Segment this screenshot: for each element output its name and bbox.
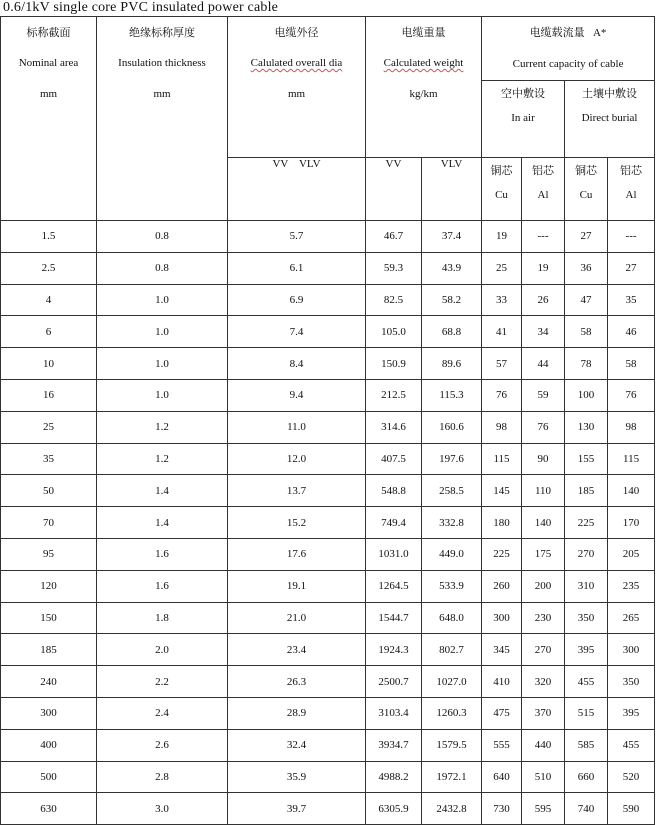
table-cell: 240 [1,666,97,698]
table-row [1,697,655,729]
table-cell: 258.5 [422,475,482,507]
table-cell: 46 [608,316,655,348]
table-row [1,379,655,411]
header-en: Current capacity of cable [512,58,624,70]
table-cell: 0.8 [97,221,228,253]
table-cell: 2500.7 [366,666,422,698]
table-cell: 2.6 [97,729,228,761]
diameter-header [228,17,366,158]
header-zh: 铜芯 [575,164,598,177]
table-cell: 1.8 [97,602,228,634]
table-row [1,729,655,761]
table-cell: 25 [482,252,522,284]
table-cell: 19 [482,221,522,253]
table-cell: 8.4 [228,348,366,380]
table-cell: 76 [608,379,655,411]
header-en: Direct burial [581,112,638,124]
table-cell: 395 [608,697,655,729]
table-cell: 27 [608,252,655,284]
table-cell: 2.5 [1,252,97,284]
header-en: Insulation thickness [118,57,206,69]
table-row [1,252,655,284]
table-cell: 395 [565,634,608,666]
table-cell: 1.6 [97,570,228,602]
table-cell: 0.8 [97,252,228,284]
cable-spec-table [0,16,655,825]
header-en: Cu [495,189,508,201]
table-cell: 1579.5 [422,729,482,761]
table-cell: 120 [1,570,97,602]
table-cell: 515 [565,697,608,729]
header-zh: 铝芯 [532,164,555,177]
table-cell: 648.0 [422,602,482,634]
table-cell: 310 [565,570,608,602]
table-cell: 170 [608,507,655,539]
nominal-area-header [1,17,97,221]
header-en: Cu [579,189,593,201]
burial-cu-subheader [565,158,608,221]
table-cell: 58 [565,316,608,348]
table-cell: 410 [482,666,522,698]
table-cell: 520 [608,761,655,793]
table-row [1,221,655,253]
table-cell: 1.2 [97,411,228,443]
table-cell: 270 [565,538,608,570]
table-cell: 2.0 [97,634,228,666]
air-al-subheader [522,158,565,221]
table-cell: 475 [482,697,522,729]
header-zh: 电缆外径 [274,26,319,39]
table-cell: 35.9 [228,761,366,793]
table-cell: 76 [482,379,522,411]
table-row [1,538,655,570]
table-cell: 1924.3 [366,634,422,666]
table-cell: 640 [482,761,522,793]
table-cell: 98 [608,411,655,443]
table-cell: 6305.9 [366,793,422,825]
table-cell: 11.0 [228,411,366,443]
table-cell: 26 [522,284,565,316]
diameter-subheader [228,158,366,221]
table-cell: 140 [522,507,565,539]
table-cell: 32.4 [228,729,366,761]
header-en: Nominal area [18,57,79,69]
table-cell: 2432.8 [422,793,482,825]
table-cell: 35 [608,284,655,316]
table-cell: 95 [1,538,97,570]
table-cell: 47 [565,284,608,316]
header-unit: kg/km [409,88,438,100]
table-cell: 6 [1,316,97,348]
table-cell: 590 [608,793,655,825]
table-cell: 19.1 [228,570,366,602]
table-cell: 225 [482,538,522,570]
table-cell: 314.6 [366,411,422,443]
table-row [1,634,655,666]
table-cell: 1.6 [97,538,228,570]
table-cell: 533.9 [422,570,482,602]
table-cell: 440 [522,729,565,761]
table-cell: 155 [565,443,608,475]
table-cell: 1.2 [97,443,228,475]
weight-vlv-subheader [422,158,482,221]
table-row [1,570,655,602]
table-cell: 58 [608,348,655,380]
table-cell: 76 [522,411,565,443]
weight-header [366,17,482,158]
table-cell: 449.0 [422,538,482,570]
weight-vv-subheader [366,158,422,221]
table-cell: 68.8 [422,316,482,348]
table-cell: 59.3 [366,252,422,284]
table-cell: 3.0 [97,793,228,825]
table-row [1,316,655,348]
table-cell: 1.5 [1,221,97,253]
header-unit: A* [592,27,607,39]
table-cell: 19 [522,252,565,284]
table-cell: 1.4 [97,507,228,539]
table-cell: 89.6 [422,348,482,380]
table-cell: 235 [608,570,655,602]
table-cell: 180 [482,507,522,539]
table-row [1,507,655,539]
table-cell: 350 [608,666,655,698]
table-cell: 26.3 [228,666,366,698]
table-cell: 44 [522,348,565,380]
header-sub: VLV [440,158,463,170]
table-cell: 25 [1,411,97,443]
table-cell: 455 [608,729,655,761]
table-cell: 300 [482,602,522,634]
table-cell: 1.0 [97,284,228,316]
table-cell: 175 [522,538,565,570]
table-cell: 115 [482,443,522,475]
header-en: Calculated weight [383,57,464,69]
table-cell: 100 [565,379,608,411]
header-en: Calulated overall dia [250,57,343,69]
header-zh: 电缆载流量 [529,26,585,39]
table-cell: 802.7 [422,634,482,666]
header-zh: 土壤中敷设 [582,87,638,100]
table-cell: 270 [522,634,565,666]
table-cell: 300 [1,697,97,729]
table-cell: 7.4 [228,316,366,348]
header-zh: 标称截面 [26,26,71,39]
table-cell: 110 [522,475,565,507]
table-cell: 548.8 [366,475,422,507]
table-cell: 160.6 [422,411,482,443]
table-cell: 230 [522,602,565,634]
header-zh: 空中敷设 [501,87,546,100]
table-cell: 510 [522,761,565,793]
table-cell: 10 [1,348,97,380]
table-cell: 43.9 [422,252,482,284]
table-row [1,793,655,825]
table-cell: 595 [522,793,565,825]
table-cell: 260 [482,570,522,602]
table-cell: 197.6 [422,443,482,475]
table-cell: 27 [565,221,608,253]
table-cell: 3103.4 [366,697,422,729]
table-cell: 1264.5 [366,570,422,602]
table-cell: 2.2 [97,666,228,698]
table-cell: 1031.0 [366,538,422,570]
table-row [1,284,655,316]
table-cell: 140 [608,475,655,507]
header-zh: 铜芯 [490,164,513,177]
table-cell: 39.7 [228,793,366,825]
table-cell: 660 [565,761,608,793]
table-cell: 150.9 [366,348,422,380]
table-cell: 16 [1,379,97,411]
table-cell: 749.4 [366,507,422,539]
table-cell: 1.4 [97,475,228,507]
table-cell: 23.4 [228,634,366,666]
table-row [1,475,655,507]
table-cell: 2.8 [97,761,228,793]
table-cell: 12.0 [228,443,366,475]
table-cell: 6.1 [228,252,366,284]
table-cell: 35 [1,443,97,475]
table-cell: 225 [565,507,608,539]
table-cell: 3934.7 [366,729,422,761]
table-cell: 1.0 [97,348,228,380]
table-row [1,602,655,634]
table-cell: 4988.2 [366,761,422,793]
table-cell: 200 [522,570,565,602]
table-cell: 37.4 [422,221,482,253]
table-cell: 150 [1,602,97,634]
table-cell: 730 [482,793,522,825]
table-cell: 212.5 [366,379,422,411]
air-cu-subheader [482,158,522,221]
table-cell: 1.0 [97,379,228,411]
table-cell: 630 [1,793,97,825]
table-cell: 6.9 [228,284,366,316]
table-cell: 407.5 [366,443,422,475]
table-cell: 1027.0 [422,666,482,698]
table-cell: 21.0 [228,602,366,634]
insulation-header [97,17,228,221]
table-cell: 320 [522,666,565,698]
table-cell: 41 [482,316,522,348]
header-sub: VV [385,158,402,170]
table-title: 0.6/1kV single core PVC insulated power cable [3,0,279,15]
table-cell: 2.4 [97,697,228,729]
table-row [1,348,655,380]
table-cell: 9.4 [228,379,366,411]
header-en: Al [625,189,637,201]
table-body [1,221,655,825]
table-cell: 115 [608,443,655,475]
table-cell: 130 [565,411,608,443]
header-zh: 绝缘标称厚度 [129,26,195,39]
header-en: In air [511,112,535,124]
table-cell: 1972.1 [422,761,482,793]
table-cell: 500 [1,761,97,793]
table-cell: 145 [482,475,522,507]
table-cell: 98 [482,411,522,443]
table-cell: 1544.7 [366,602,422,634]
table-cell: 17.6 [228,538,366,570]
table-cell: 555 [482,729,522,761]
direct-burial-header [565,81,655,158]
table-cell: 1.0 [97,316,228,348]
table-cell: 70 [1,507,97,539]
table-cell: 78 [565,348,608,380]
table-cell: 13.7 [228,475,366,507]
header-en: Al [537,189,549,201]
table-cell: 300 [608,634,655,666]
table-cell: 34 [522,316,565,348]
table-cell: 345 [482,634,522,666]
table-cell: 59 [522,379,565,411]
current-capacity-header [482,17,655,81]
table-cell: 15.2 [228,507,366,539]
table-cell: 58.2 [422,284,482,316]
table-cell: 205 [608,538,655,570]
table-cell: 370 [522,697,565,729]
in-air-header [482,81,565,158]
table-cell: 185 [565,475,608,507]
header-zh: 电缆重量 [401,26,446,39]
table-cell: 90 [522,443,565,475]
header-unit: mm [287,88,306,100]
table-cell: 5.7 [228,221,366,253]
table-row [1,666,655,698]
table-cell: 33 [482,284,522,316]
table-cell: 332.8 [422,507,482,539]
table-cell: 265 [608,602,655,634]
table-cell: 400 [1,729,97,761]
table-cell: 105.0 [366,316,422,348]
table-cell: 28.9 [228,697,366,729]
table-row [1,761,655,793]
table-row [1,411,655,443]
table-cell: 82.5 [366,284,422,316]
table-cell: 740 [565,793,608,825]
table-cell: 115.3 [422,379,482,411]
table-cell: 4 [1,284,97,316]
table-cell: 36 [565,252,608,284]
table-cell: 585 [565,729,608,761]
table-cell: 57 [482,348,522,380]
table-cell: 350 [565,602,608,634]
table-cell: 46.7 [366,221,422,253]
table-cell: 185 [1,634,97,666]
table-cell: 50 [1,475,97,507]
header-unit: mm [153,88,171,100]
table-cell: --- [522,221,565,253]
header-sub: VV VLV [272,158,321,170]
table-cell: --- [608,221,655,253]
table-cell: 455 [565,666,608,698]
header-zh: 铝芯 [620,164,643,177]
table-cell: 1260.3 [422,697,482,729]
burial-al-subheader [608,158,655,221]
header-unit: mm [39,88,58,100]
table-row [1,443,655,475]
